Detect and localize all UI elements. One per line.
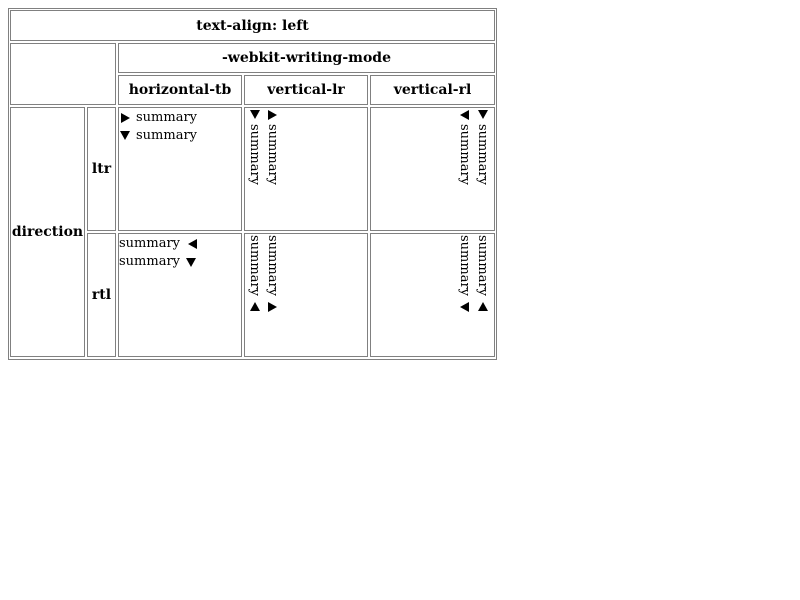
disclosure-triangle-collapsed-icon[interactable] xyxy=(268,302,277,312)
table-title-cell xyxy=(10,10,495,41)
summary-label[interactable]: summary xyxy=(475,235,490,297)
row-header-ltr xyxy=(87,107,116,231)
summary-label[interactable]: summary xyxy=(119,254,181,269)
column-header-label: vertical-rl xyxy=(393,82,472,98)
table-title: text-align: left xyxy=(196,17,309,34)
disclosure-triangle-expanded-icon[interactable] xyxy=(120,131,130,140)
summary-label[interactable]: summary xyxy=(247,235,262,297)
summary-label[interactable]: summary xyxy=(457,235,472,297)
disclosure-triangle-collapsed-icon[interactable] xyxy=(460,110,469,120)
disclosure-triangle-collapsed-icon[interactable] xyxy=(188,239,197,249)
summary-label[interactable]: summary xyxy=(247,124,262,186)
summary-label[interactable]: summary xyxy=(475,124,490,186)
row-group-header xyxy=(10,107,85,357)
summary-label[interactable]: summary xyxy=(136,110,198,125)
column-header-label: vertical-lr xyxy=(267,82,345,98)
disclosure-triangle-expanded-icon[interactable] xyxy=(186,258,196,267)
summary-label[interactable]: summary xyxy=(119,236,181,251)
summary-label[interactable]: summary xyxy=(265,124,280,186)
disclosure-triangle-collapsed-icon[interactable] xyxy=(268,110,277,120)
row-header-rtl xyxy=(87,233,116,357)
column-header-horizontal-tb xyxy=(118,75,242,105)
corner-cell xyxy=(10,43,116,105)
disclosure-triangle-collapsed-icon[interactable] xyxy=(121,113,130,123)
disclosure-triangle-expanded-icon[interactable] xyxy=(478,302,488,311)
disclosure-triangle-collapsed-icon[interactable] xyxy=(460,302,469,312)
summary-label[interactable]: summary xyxy=(265,235,280,297)
summary-label[interactable]: summary xyxy=(136,128,198,143)
column-header-vertical-lr xyxy=(244,75,368,105)
row-header-label: rtl xyxy=(91,287,112,303)
disclosure-triangle-expanded-icon[interactable] xyxy=(478,110,488,119)
row-header-label: ltr xyxy=(91,161,112,177)
column-group-header xyxy=(118,43,495,73)
summary-label[interactable]: summary xyxy=(457,124,472,186)
column-group-header-label: -webkit-writing-mode xyxy=(221,50,391,66)
disclosure-triangle-expanded-icon[interactable] xyxy=(250,110,260,119)
row-group-header-label: direction xyxy=(11,224,84,240)
column-header-label: horizontal-tb xyxy=(128,82,232,98)
disclosure-triangle-expanded-icon[interactable] xyxy=(250,302,260,311)
column-header-vertical-rl xyxy=(370,75,495,105)
